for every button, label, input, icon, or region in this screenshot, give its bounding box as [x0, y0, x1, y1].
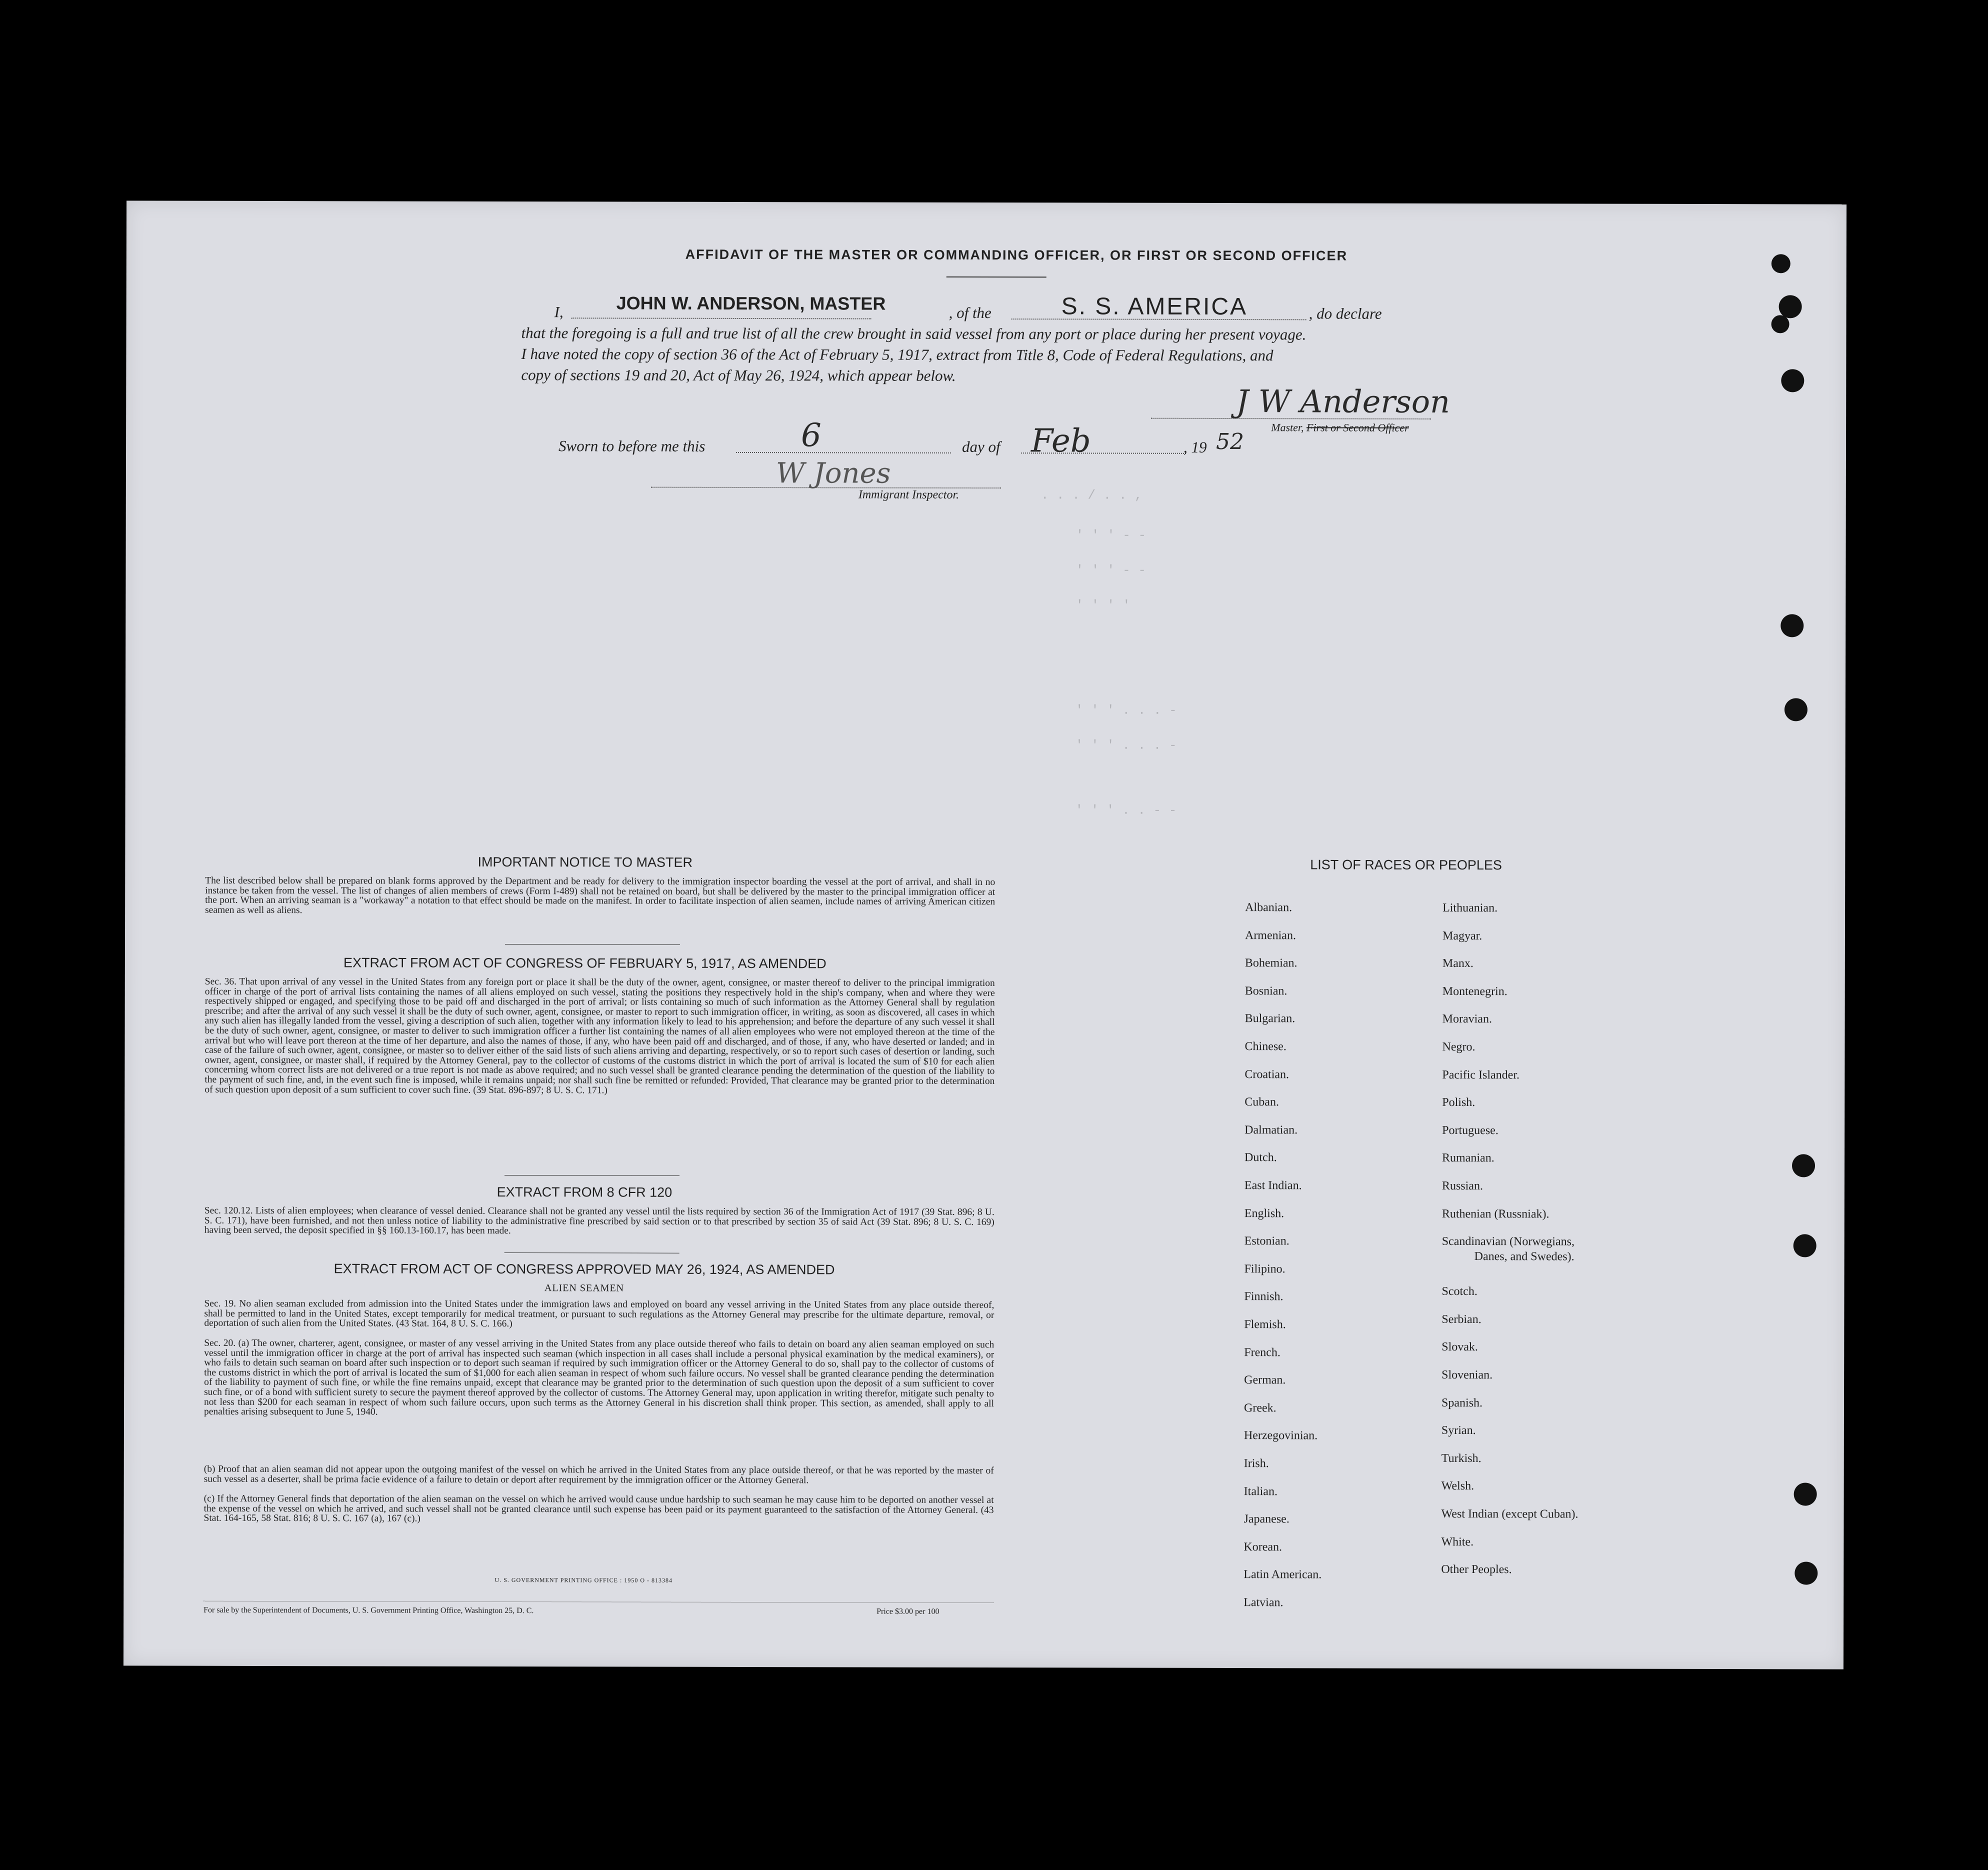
vessel-name: S. S. AMERICA	[1061, 293, 1248, 320]
punch-hole	[1780, 614, 1804, 637]
declaration-line-2: that the foregoing is a full and true list of all the crew brought in said vessel from any port or place during her present voyage.	[521, 324, 1306, 344]
notice-text: The list described below shall be prepared on blank forms approved by the Department and be ready for delivery to the immigration inspector boarding the vessel at the port of arrival, and shall in no instance be taken from the vessel. The list of changes of alien members of crews (Form I-489) shall not be retained on board, but shall be delivered by the master to the principal immigration officer at the port. When an arriving seaman is a "workaway" a notation to that effect should be made on the manifest. In order to facilitate inspection of alien seamen, include names of arriving American citizen seamen as well as aliens.	[205, 875, 996, 916]
races-heading: LIST OF RACES OR PEOPLES	[1310, 857, 1502, 873]
race-item: Serbian.	[1442, 1312, 1482, 1326]
extract-1917-heading: EXTRACT FROM ACT OF CONGRESS OF FEBRUARY 5, 1917, AS AMENDED	[343, 955, 826, 972]
race-item: Korean.	[1244, 1540, 1282, 1554]
race-item: Portuguese.	[1442, 1124, 1498, 1137]
sale-note-right: Price $3.00 per 100	[876, 1607, 940, 1616]
race-item: Scandinavian (Norwegians,	[1442, 1235, 1575, 1248]
punch-hole	[1794, 1562, 1818, 1584]
divider	[504, 1175, 680, 1176]
signature-role-master: Master,	[1271, 421, 1304, 434]
race-item: Lithuanian.	[1442, 901, 1498, 915]
punch-hole	[1794, 1482, 1817, 1506]
inspector-signature: W Jones	[776, 457, 891, 490]
race-item: Moravian.	[1442, 1012, 1492, 1026]
bleed-through-mark: ' ' ' . . . -	[1075, 738, 1177, 753]
race-item: Manx.	[1442, 957, 1474, 970]
race-item: Latin American.	[1244, 1568, 1322, 1582]
race-item: Herzegovinian.	[1244, 1429, 1318, 1442]
race-item: Chinese.	[1244, 1040, 1286, 1054]
declaration-line-3: I have noted the copy of section 36 of the Act of February 5, 1917, extract from Title 8, Code of Federal Regulations, and	[521, 345, 1274, 364]
bleed-through-mark: ' ' ' '	[1076, 598, 1130, 613]
race-item: Finnish.	[1244, 1290, 1284, 1304]
punch-hole	[1784, 698, 1808, 721]
race-item: Rumanian.	[1442, 1152, 1494, 1165]
race-item: Scotch.	[1442, 1285, 1478, 1298]
race-item: Latvian.	[1244, 1596, 1284, 1610]
printing-office-note: U. S. GOVERNMENT PRINTING OFFICE : 1950 O - 813384	[494, 1576, 673, 1584]
race-item: Bohemian.	[1244, 956, 1298, 970]
day-line	[736, 452, 951, 454]
sec-20c-text: (c) If the Attorney General finds that deportation of the alien seaman on the vessel on which he arrived would cause undue hardship to such seaman he may cause him to be deported on another vessel at the expense of the vessel on which he arrived, and such vessel shall not be granted clearance until such expense has been paid or its payment guaranteed to the satisfaction of the Attorney General. (43 Stat. 164-165, 58 Stat. 816; 8 U. S. C. 167 (a), 167 (c).)	[204, 1493, 994, 1524]
race-item: Japanese.	[1244, 1512, 1290, 1526]
sworn-year: 52	[1216, 428, 1244, 455]
bleed-through-mark: ' ' ' - -	[1076, 562, 1146, 578]
race-item: Magyar.	[1442, 929, 1482, 942]
footer-rule	[204, 1601, 994, 1603]
race-item: Dalmatian.	[1244, 1123, 1298, 1137]
of-the-label: , of the	[948, 304, 992, 322]
extract-1924-subheading: ALIEN SEAMEN	[544, 1282, 624, 1294]
bleed-through-mark: . . . / . . ,	[1040, 488, 1142, 503]
race-item: German.	[1244, 1374, 1286, 1387]
race-item: Pacific Islander.	[1442, 1068, 1520, 1082]
race-item: Armenian.	[1244, 928, 1296, 942]
race-item: English.	[1244, 1206, 1284, 1220]
race-item: Spanish.	[1442, 1396, 1483, 1410]
race-item: French.	[1244, 1346, 1280, 1359]
sec-20b-text: (b) Proof that an alien seaman did not appear upon the outgoing manifest of the vessel on which he arrived in the United States from any place outside thereof, or that he was reported by the master of such vessel as a deserter, shall be prima facie evidence of a failure to detain or deport after requirement by the immigration officer or the Attorney General.	[204, 1464, 994, 1486]
race-item: Flemish.	[1244, 1318, 1286, 1332]
document-sheet	[124, 200, 1846, 1669]
race-item: Slovenian.	[1442, 1368, 1493, 1382]
race-item: Polish.	[1442, 1096, 1476, 1110]
punch-hole	[1779, 295, 1802, 318]
divider	[946, 276, 1046, 278]
race-item: Bosnian.	[1244, 984, 1288, 998]
race-item: West Indian (except Cuban).	[1441, 1507, 1578, 1521]
race-item: Greek.	[1244, 1401, 1276, 1415]
bleed-through-mark: ' ' ' . . - -	[1075, 802, 1177, 818]
race-item: Negro.	[1442, 1040, 1476, 1054]
divider	[504, 1252, 680, 1254]
race-item: Welsh.	[1441, 1480, 1474, 1493]
race-item: Italian.	[1244, 1484, 1278, 1498]
race-item: Slovak.	[1442, 1340, 1478, 1354]
affidavit-title: AFFIDAVIT OF THE MASTER OR COMMANDING OFFICER, OR FIRST OR SECOND OFFICER	[685, 246, 1348, 264]
race-item: Dutch.	[1244, 1151, 1277, 1164]
race-item: Turkish.	[1441, 1452, 1482, 1465]
inspector-label: Immigrant Inspector.	[858, 488, 960, 502]
sworn-day: 6	[801, 417, 822, 454]
race-item: Albanian.	[1245, 901, 1292, 914]
race-item: Ruthenian (Russniak).	[1442, 1207, 1550, 1220]
sec-20a-text: Sec. 20. (a) The owner, charterer, agent, consignee, or master of any vessel arriving in the United States from any place outside thereof who fails to detain on board any alien seaman employed on such vessel until the immigration officer in charge at the port of arrival has inspected such seaman (which inspection in all cases shall include a personal physical examination by the medical examiners), or who fails to detain such seaman on board after such inspection or to deport such seaman if required by such immigration officer or the Attorney General to do so, shall pay to the collector of customs of the customs district in which the port of arrival is located the sum of $1,000 for each alien seaman in respect of whom such failure occurs. No vessel shall be granted clearance pending the determination of the liability to payment of such fine, or while the fine remains unpaid, except that clearance may be granted prior to the determination of such question upon the deposit of a sum sufficient to cover such fine, or of a bond with sufficient surety to secure the payment thereof approved by the collector of customs. The Attorney General may, upon application in writing therefor, mitigate such penalty to not less than $200 for each seaman in respect of whom such failure occurs, upon such terms as the Attorney General in his discretion shall think proper. This section, as amended, shall apply to all penalties arising subsequent to June 5, 1940.	[204, 1338, 994, 1418]
notice-heading: IMPORTANT NOTICE TO MASTER	[478, 854, 693, 870]
name-line	[572, 318, 872, 319]
sale-note-left: For sale by the Superintendent of Documents, U. S. Government Printing Office, Washington 25, D. C.	[204, 1606, 534, 1616]
extract-cfr-heading: EXTRACT FROM 8 CFR 120	[496, 1184, 672, 1200]
extract-1917-text: Sec. 36. That upon arrival of any vessel in the United States from any foreign port or place it shall be the duty of the owner, agent, consignee, or master thereof to deliver to the principal immigration officer in charge of the port of arrival lists containing the names of all aliens employed on such vessel, stating the positions they respectively hold in the ship's company, when and where they were respectively shipped or engaged, and specifying those to be paid off and discharged in the port of arrival; or lists containing so much of such information as the Attorney General shall by regulation prescribe; and after the arrival of any such vessel it shall be the duty of such owner, agent, consignee, or master to report to such immigration officer, in writing, as soon as discovered, all cases in which any such alien has illegally landed from the vessel, giving a description of such alien, together with any information likely to lead to his apprehension; and before the departure of any such vessel it shall be the duty of such owner, agent, consignee, or master to deliver to such immigration officer a further list containing the names of all alien employees who were not employed thereon at the time of the arrival but who will leave port thereon at the time of her departure, and also the names of those, if any, who have been paid off and discharged, and of those, if any, who have deserted or landed; and in case of the failure of such owner, agent, consignee, or master so to deliver either of the said lists of such aliens arriving and departing, respectively, or so to report such cases of desertion or landing, such owner, agent, consignee, or master shall, if required by the Attorney General, pay to the collector of customs of the customs district in which the port of arrival is located the sum of $10 for each alien concerning whom correct lists are not delivered or a true report is not made as above required; and no such vessel shall be granted clearance pending the determination of the question of the liability to the payment of such fine, and, in the event such fine is imposed, while it remains unpaid; nor shall such fine be remitted or refunded: Provided, That clearance may be granted prior to the determination of such question upon deposit of a sum sufficient to cover such fine. (39 Stat. 896-897; 8 U. S. C. 171.)	[204, 976, 995, 1096]
race-item: Syrian.	[1441, 1424, 1476, 1438]
race-item: Irish.	[1244, 1457, 1269, 1470]
sworn-label: Sworn to before me this	[558, 437, 706, 455]
punch-hole	[1772, 315, 1790, 333]
race-item: Bulgarian.	[1244, 1012, 1296, 1026]
day-of-label: day of	[962, 438, 1000, 456]
punch-hole	[1781, 369, 1804, 392]
master-name: JOHN W. ANDERSON, MASTER	[616, 292, 886, 314]
race-item: Other Peoples.	[1441, 1563, 1512, 1576]
sec-19-text: Sec. 19. No alien seaman excluded from admission into the United States under the immigration laws and employed on board any vessel arriving in the United States from any place outside thereof, shall be permitted to land in the United States, except temporarily for medical treatment, or pursuant to such regulations as the Attorney General may prescribe for the ultimate departure, removal, or deportation of such alien from the United States. (43 Stat. 164, 8 U. S. C. 166.)	[204, 1298, 994, 1330]
race-item: Filipino.	[1244, 1262, 1286, 1276]
bleed-through-mark: ' ' ' . . . -	[1075, 702, 1177, 718]
race-item: East Indian.	[1244, 1179, 1302, 1192]
race-item: Danes, and Swedes).	[1474, 1250, 1574, 1264]
race-item: Russian.	[1442, 1179, 1483, 1193]
declaration-i: I,	[554, 303, 564, 321]
race-item: White.	[1441, 1535, 1474, 1548]
signature-role	[1271, 421, 1409, 434]
race-item: Croatian.	[1244, 1068, 1290, 1081]
do-declare-label: , do declare	[1308, 304, 1382, 322]
punch-hole	[1772, 254, 1790, 273]
race-item: Estonian.	[1244, 1234, 1290, 1248]
extract-1924-heading: EXTRACT FROM ACT OF CONGRESS APPROVED MAY 26, 1924, AS AMENDED	[334, 1261, 835, 1278]
declaration-line-4: copy of sections 19 and 20, Act of May 26, 1924, which appear below.	[521, 366, 956, 384]
sworn-month: Feb	[1030, 422, 1091, 460]
punch-hole	[1792, 1154, 1815, 1177]
signature-role-struck: First or Second Officer	[1306, 421, 1409, 434]
race-item: Cuban.	[1244, 1096, 1279, 1109]
extract-cfr-text: Sec. 120.12. Lists of alien employees; when clearance of vessel denied. Clearance shall not be granted any vessel until the lists required by section 36 of the Immigration Act of 1917 (39 Stat. 896; 8 U. S. C. 171), have been furnished, and not then unless notice of liability to the administrative fine prescribed by said section or to that prescribed by section 35 of said Act (39 Stat. 896; 8 U. S. C. 169) having been served, the deposit specified in §§ 160.13-160.17, has been made.	[204, 1205, 994, 1236]
race-item: Montenegrin.	[1442, 984, 1508, 998]
divider	[505, 944, 680, 945]
punch-hole	[1794, 1234, 1816, 1257]
bleed-through-mark: ' ' ' - -	[1076, 528, 1146, 543]
year-prefix: , 19	[1184, 438, 1207, 456]
master-signature: J W Anderson	[1236, 383, 1450, 420]
